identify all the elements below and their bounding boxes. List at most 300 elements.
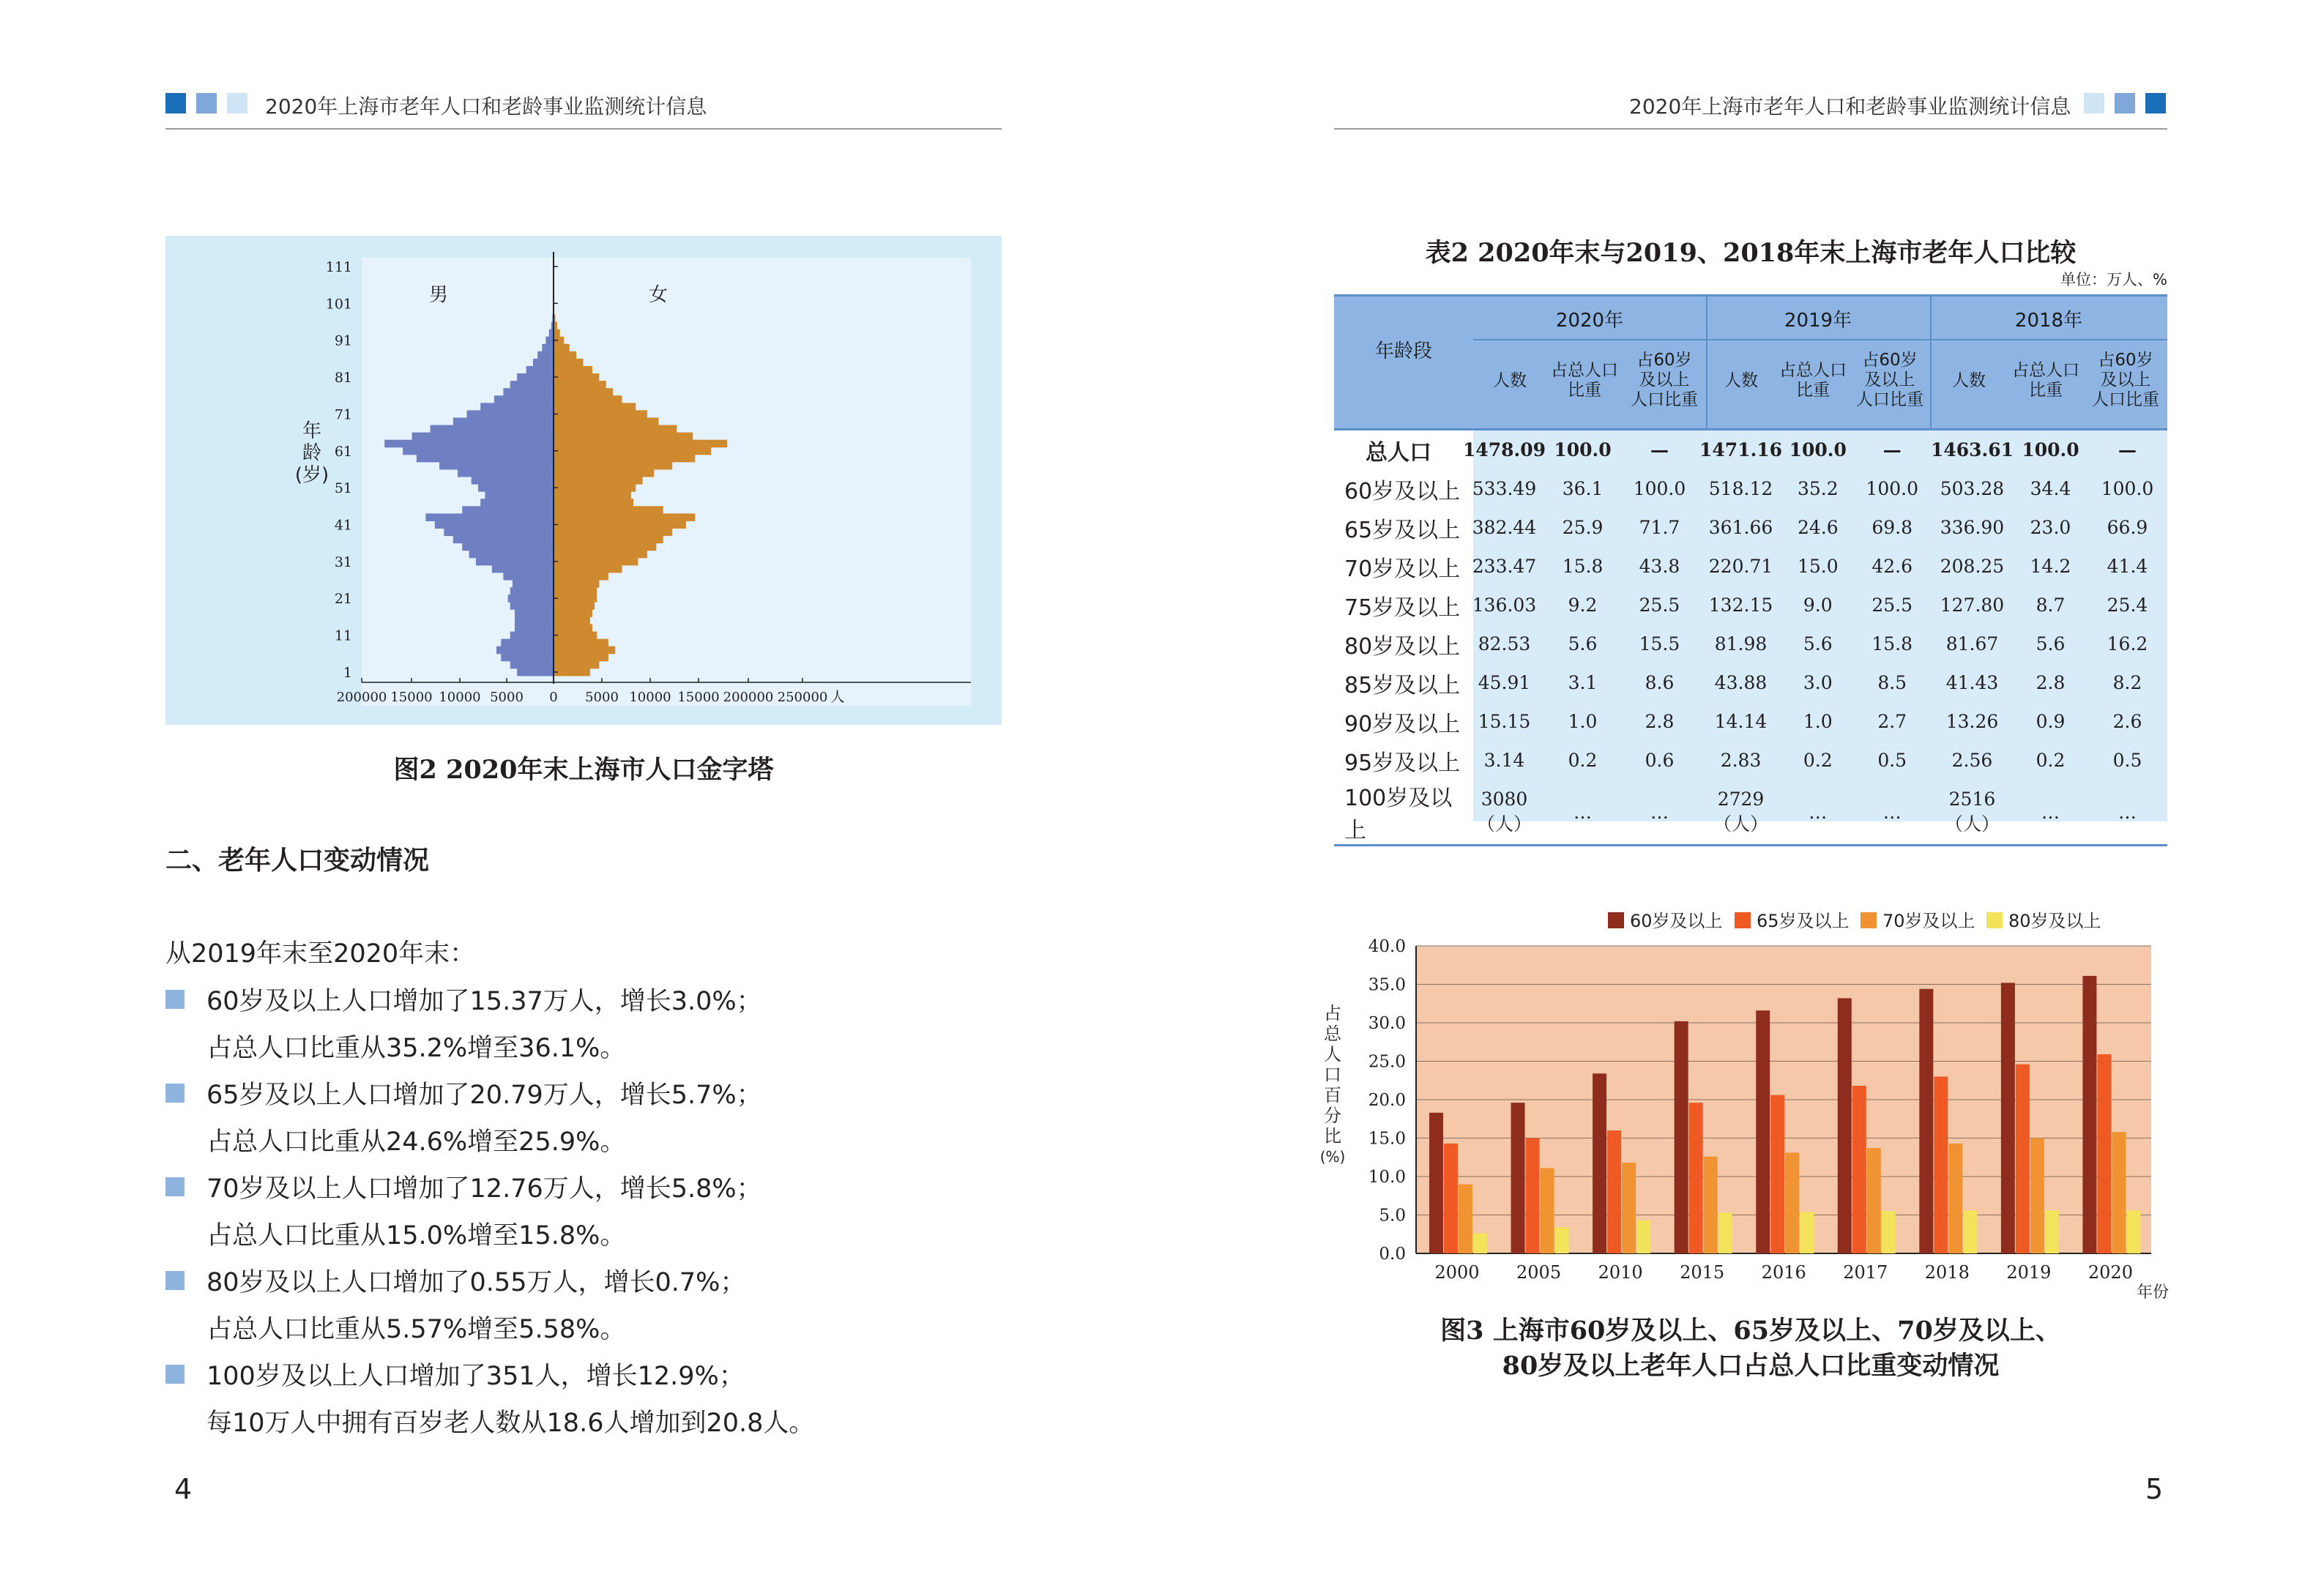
table-body [1334, 430, 2167, 844]
male-bar [515, 616, 554, 625]
table-cell: 2516（人） [1944, 788, 2000, 835]
bar-y-tick-label: 0.0 [1379, 1245, 1406, 1264]
table-cell: 0.2 [1803, 750, 1833, 771]
female-bar [554, 462, 672, 470]
male-bar [462, 543, 554, 551]
sub-header-share-60-3: 人口比重 [2092, 390, 2159, 409]
pyramid-y-tick-label: 41 [334, 517, 352, 534]
sub-header-share-total-1: 占总人口 [2012, 361, 2079, 380]
table-cell: 3080（人） [1477, 788, 1532, 835]
table-cell: … [1809, 801, 1828, 823]
bar [2126, 1210, 2140, 1253]
table-cell: 3.0 [1803, 672, 1833, 693]
table-cell: 0.5 [2112, 750, 2142, 771]
male-bar [510, 661, 554, 669]
bar-chart-caption-1: 图3 上海市60岁及以上、65岁及以上、70岁及以上、 [1440, 1316, 2061, 1346]
item-1-line-2: 占总人口比重从35.2%增至36.1%。 [206, 1034, 626, 1063]
sub-header-share-60-2: 及以上 [1639, 370, 1690, 389]
male-bar [542, 344, 554, 352]
pyramid-x-tick-label: 15000 [390, 690, 433, 705]
bar-y-tick-label: 5.0 [1379, 1206, 1406, 1226]
legend-label: 60岁及以上 [1630, 911, 1723, 931]
item-1-line-1: 60岁及以上人口增加了15.37万人，增长3.0%； [206, 987, 762, 1016]
female-bar [554, 351, 576, 359]
bar-x-tick-label: 2018 [1924, 1262, 1970, 1283]
table-header-band [1334, 294, 2167, 428]
table-cell: 24.6 [1797, 517, 1839, 538]
item-5-line-2: 每10万人中拥有百岁老人数从18.6人增加到20.8人。 [206, 1409, 815, 1438]
female-bar [554, 440, 727, 448]
bar-chart-figure [1318, 895, 2175, 1305]
header-square-light [227, 93, 247, 113]
bar-x-tick-label: 2005 [1516, 1262, 1562, 1283]
bullet-icon [165, 1177, 185, 1196]
male-bar [496, 646, 554, 655]
page-number-right: 5 [2145, 1473, 2164, 1505]
table-row [1334, 625, 2167, 663]
bar [2112, 1132, 2126, 1253]
table-cell: 518.12 [1708, 478, 1773, 499]
bar [1636, 1220, 1650, 1253]
bar [1444, 1144, 1458, 1253]
table-cell: 3.1 [1568, 672, 1598, 693]
table-cell: 5.6 [1803, 633, 1833, 655]
table-cell: 8.7 [2036, 594, 2066, 616]
left-header-rule [165, 128, 1002, 130]
pyramid-x-tick-label: 250000 [777, 690, 828, 705]
table-cell: 81.67 [1945, 633, 1999, 655]
bar [1852, 1086, 1866, 1253]
bar [1511, 1103, 1525, 1253]
female-bar [554, 543, 656, 551]
right-header-rule [1334, 128, 2167, 130]
bar [1704, 1157, 1718, 1253]
table-cell: 2.6 [2112, 711, 2142, 732]
bar [1838, 998, 1852, 1253]
male-bar [515, 624, 554, 632]
legend-label: 80岁及以上 [2008, 911, 2101, 931]
row-label: 总人口 [1365, 439, 1431, 466]
bar-chart [1318, 895, 2175, 1305]
sub-header-count: 人数 [1952, 371, 1986, 390]
male-bar [480, 499, 554, 507]
table-cell: 41.43 [1945, 672, 1999, 693]
table-cell: 503.28 [1940, 478, 2005, 499]
bar-ylabel-8: (%) [1319, 1148, 1346, 1166]
table-cell: 9.2 [1568, 594, 1598, 616]
bar [2001, 983, 2015, 1253]
item-3-line-1: 70岁及以上人口增加了12.76万人，增长5.8%； [206, 1174, 762, 1204]
header-square-dark [165, 93, 186, 113]
table-cell: … [1650, 801, 1669, 823]
table-cell: 2.8 [1645, 711, 1675, 732]
legend-label: 70岁及以上 [1882, 911, 1975, 931]
pyramid-y-tick-label: 51 [334, 480, 352, 497]
bar-ylabel-7: 比 [1324, 1126, 1341, 1147]
table-row [1334, 663, 2167, 702]
header-square-light [2084, 93, 2104, 113]
pyramid-y-tick-label: 101 [325, 296, 352, 313]
sub-header-share-total-2: 比重 [2029, 381, 2063, 400]
bullet-icon [165, 990, 185, 1009]
table-title: 表2 2020年末与2019、2018年末上海市老年人口比较 [1425, 238, 2077, 268]
bar-y-tick-label: 35.0 [1368, 975, 1406, 995]
bar-x-tick-label: 2017 [1843, 1262, 1888, 1283]
pyramid-y-tick-label: 71 [334, 406, 352, 423]
male-bar [492, 565, 554, 573]
sub-header-share-total-2: 比重 [1568, 381, 1601, 400]
bar [1607, 1130, 1621, 1253]
bar [1459, 1185, 1472, 1254]
table-cell: 15.0 [1797, 556, 1839, 577]
sub-header-share-60-1: 占60岁 [2098, 351, 2153, 370]
bar-ylabel-2: 总 [1324, 1024, 1341, 1044]
bar-x-tick-label: 2010 [1598, 1262, 1643, 1283]
male-bar [508, 594, 554, 603]
pyramid-x-tick-label: 10000 [439, 690, 481, 705]
table-cell: 15.8 [1562, 556, 1604, 577]
pyramid-x-tick-label: 200000 [336, 690, 387, 705]
pyramid-ylabel-2: 龄 [302, 442, 321, 464]
table-cell: 2.83 [1720, 750, 1762, 771]
female-bar [554, 373, 599, 381]
table-cell: 25.9 [1562, 517, 1604, 538]
bullet-icon [165, 1084, 185, 1103]
sub-header-share-total-2: 比重 [1796, 381, 1830, 400]
table-cell: 23.0 [2030, 517, 2071, 538]
table-row [1334, 780, 2167, 844]
table-cell: 81.98 [1714, 633, 1768, 655]
table-cell: 100.0 [2101, 478, 2154, 499]
table-row [1334, 586, 2167, 625]
male-bar [453, 417, 554, 425]
legend-label: 65岁及以上 [1757, 911, 1850, 931]
female-bar [554, 668, 590, 676]
female-bar [554, 521, 686, 529]
bar [2097, 1054, 2111, 1253]
female-bar [554, 484, 636, 492]
table-cell: 0.5 [1877, 750, 1907, 771]
bar [1622, 1163, 1636, 1253]
table-cell: 14.2 [2030, 556, 2071, 577]
female-bar [554, 344, 570, 352]
pyramid-x-tick-label: 5000 [585, 690, 619, 705]
bar [2030, 1138, 2044, 1254]
row-label: 70岁及以上 [1344, 556, 1461, 582]
pyramid-unit-label: 人 [830, 689, 845, 705]
header-divider [1706, 297, 1707, 428]
left-header-title: 2020年上海市老年人口和老龄事业监测统计信息 [265, 94, 707, 119]
row-label: 85岁及以上 [1344, 672, 1461, 698]
female-bar [554, 477, 643, 485]
female-bar [554, 513, 695, 521]
table-cell: 35.2 [1797, 478, 1839, 499]
bar-x-tick-label: 2015 [1680, 1262, 1725, 1283]
table-cell: 25.5 [1639, 594, 1680, 616]
table-cell: 8.2 [2112, 672, 2142, 693]
row-label: 65岁及以上 [1344, 517, 1461, 543]
male-bar [403, 447, 554, 455]
female-bar [554, 469, 654, 477]
legend-swatch [1735, 912, 1751, 928]
pyramid-x-tick-label: 200000 [723, 690, 774, 705]
female-bar [554, 587, 597, 595]
bar-y-tick-label: 15.0 [1368, 1129, 1406, 1149]
table-cell: 1478.09 [1462, 439, 1546, 461]
row-label: 90岁及以上 [1344, 711, 1461, 737]
pyramid-female-label: 女 [649, 284, 668, 306]
bar [1800, 1212, 1814, 1253]
table-cell: 8.5 [1877, 672, 1907, 693]
table-row [1334, 508, 2167, 547]
comparison-table [1334, 294, 2167, 846]
female-bar [554, 594, 597, 603]
female-bar [554, 661, 599, 669]
sub-header-share-60 [1623, 351, 1706, 410]
pyramid-male-label: 男 [429, 284, 449, 306]
male-bar [478, 484, 554, 492]
female-bar [554, 646, 615, 655]
female-bar [554, 329, 560, 338]
table-cell: 2.7 [1877, 711, 1907, 732]
pyramid-y-tick-label: 11 [334, 627, 352, 644]
male-bar [510, 381, 554, 389]
table-bottom-rule [1334, 844, 2167, 846]
table-cell: 1.0 [1568, 711, 1598, 732]
male-bar [515, 609, 554, 617]
female-bar [554, 616, 590, 625]
item-5-line-1: 100岁及以上人口增加了351人，增长12.9%； [206, 1362, 745, 1391]
sub-header-share-60-2: 及以上 [2100, 370, 2151, 389]
section-intro: 从2019年末至2020年末： [165, 939, 476, 969]
sub-header-share-60-3: 人口比重 [1856, 390, 1923, 409]
table-cell: 9.0 [1803, 594, 1833, 616]
male-bar [472, 477, 554, 485]
table-cell: 100.0 [1633, 478, 1686, 499]
header-square-mid [2115, 93, 2135, 113]
bar-y-tick-label: 40.0 [1368, 937, 1406, 956]
male-bar [494, 395, 554, 403]
legend-swatch [1986, 912, 2003, 928]
bar [1963, 1210, 1977, 1253]
table-cell: 100.0 [1554, 439, 1612, 461]
sub-header-count: 人数 [1724, 371, 1758, 390]
pyramid-x-tick-label: 0 [549, 690, 558, 705]
bar [1867, 1148, 1881, 1253]
bar-x-tick-label: 2019 [2006, 1262, 2052, 1283]
male-bar [466, 410, 554, 418]
section-heading: 二、老年人口变动情况 [165, 846, 430, 876]
bar [1756, 1010, 1770, 1253]
female-bar [554, 447, 711, 455]
table-cell: 0.2 [2036, 750, 2066, 771]
male-bar [412, 433, 554, 441]
comparison-table-body [1334, 430, 2167, 844]
pyramid-y-tick-label: 31 [334, 553, 352, 570]
male-bar [510, 632, 554, 640]
table-cell: 100.0 [1866, 478, 1918, 499]
male-bar [485, 491, 554, 499]
male-bar [384, 440, 554, 448]
female-bar [554, 381, 606, 389]
pyramid-figure [165, 236, 1002, 725]
table-cell: … [2118, 801, 2137, 823]
male-bar [417, 455, 554, 463]
bar-y-tick-label: 30.0 [1368, 1014, 1406, 1033]
sub-header-share-60-1: 占60岁 [1636, 351, 1692, 370]
table-cell: 15.5 [1639, 633, 1680, 655]
table-cell: … [2041, 801, 2060, 823]
bar-chart-xlabel: 年份 [2137, 1283, 2170, 1302]
table-cell: 208.25 [1940, 556, 2005, 577]
row-label: 80岁及以上 [1344, 633, 1461, 660]
sub-header-share-60 [2084, 351, 2167, 410]
female-bar [554, 433, 693, 441]
female-bar [554, 359, 584, 367]
bar [1541, 1168, 1554, 1253]
bullet-icon [165, 1365, 185, 1384]
bar-chart-caption-2: 80岁及以上老年人口占总人口比重变动情况 [1502, 1351, 2000, 1381]
table-cell: … [1882, 801, 1902, 823]
table-cell: 45.91 [1478, 672, 1531, 693]
female-bar [554, 609, 592, 617]
sub-header-count: 人数 [1493, 371, 1527, 390]
bar [1919, 989, 1933, 1253]
header-divider [1930, 297, 1932, 428]
legend-swatch [1608, 912, 1624, 928]
female-bar [554, 366, 592, 374]
pyramid-y-tick-label: 21 [334, 591, 352, 608]
table-cell: 1463.61 [1930, 439, 2014, 461]
sub-header-share-total-1: 占总人口 [1551, 361, 1618, 380]
female-bar [554, 602, 595, 610]
bar-x-tick-label: 2020 [2087, 1262, 2133, 1283]
bar [2016, 1065, 2030, 1253]
table-cell: 66.9 [2107, 517, 2148, 538]
male-bar [435, 521, 554, 529]
legend-swatch [1861, 912, 1877, 928]
year-header-2020: 2020年 [1555, 310, 1624, 332]
table-cell: 36.1 [1562, 478, 1604, 499]
male-bar [526, 366, 554, 374]
table-cell: 16.2 [2107, 633, 2148, 655]
sub-header-share-60-3: 人口比重 [1631, 390, 1698, 409]
table-cell: 382.44 [1472, 517, 1537, 538]
bar [1473, 1234, 1487, 1253]
bar [1429, 1113, 1443, 1253]
table-cell: 25.5 [1872, 594, 1913, 616]
bar [1718, 1212, 1732, 1253]
male-bar [458, 469, 554, 477]
table-cell: — [1650, 439, 1669, 461]
table-row [1334, 702, 2167, 741]
table-cell: 82.53 [1478, 633, 1531, 655]
sub-header-share-60 [1850, 351, 1930, 410]
female-bar [554, 506, 663, 514]
table-cell: 233.47 [1472, 556, 1537, 577]
bar [1785, 1152, 1799, 1253]
table-cell: 361.66 [1708, 517, 1773, 538]
table-unit: 单位：万人、% [2060, 271, 2167, 288]
bar-y-tick-label: 25.0 [1368, 1052, 1406, 1072]
female-bar [554, 624, 592, 632]
pyramid-y-tick-label: 1 [343, 664, 352, 681]
sub-header-share-total [1546, 361, 1623, 400]
row-label: 100岁及以上 [1344, 786, 1453, 843]
bar [1882, 1211, 1896, 1253]
female-bar [554, 639, 608, 647]
year-header-2018: 2018年 [2014, 310, 2083, 332]
bar [1770, 1095, 1784, 1253]
sub-header-share-total [2008, 361, 2084, 400]
year-header-2019: 2019年 [1784, 310, 1852, 332]
female-bar [554, 536, 663, 544]
pyramid-ylabel-1: 年 [302, 420, 321, 442]
male-bar [510, 602, 554, 610]
male-bar [439, 462, 554, 470]
row-label: 95岁及以上 [1344, 750, 1461, 776]
bar [1526, 1138, 1540, 1254]
table-cell: 533.49 [1472, 478, 1537, 499]
table-cell: 2.56 [1951, 750, 1993, 771]
table-cell: — [2118, 439, 2137, 461]
bar-ylabel-6: 分 [1324, 1106, 1341, 1126]
table-cell: 15.8 [1872, 633, 1913, 655]
header-square-mid [196, 93, 217, 113]
male-bar [501, 654, 554, 662]
bar [1948, 1144, 1962, 1253]
bar-x-tick-label: 2016 [1761, 1262, 1806, 1283]
table-cell: 13.26 [1945, 711, 1999, 732]
table-cell: 71.7 [1639, 517, 1680, 538]
table-cell: 1.0 [1803, 711, 1833, 732]
table-cell: 336.90 [1940, 517, 2005, 538]
bar [1689, 1103, 1703, 1253]
pyramid-y-tick-label: 61 [334, 443, 352, 460]
bar [1934, 1077, 1948, 1254]
table-row [1334, 430, 2167, 469]
table-cell: 127.80 [1940, 594, 2005, 616]
pyramid-caption: 图2 2020年末上海市人口金字塔 [393, 755, 774, 785]
male-bar [476, 558, 554, 566]
item-3-line-2: 占总人口比重从15.0%增至15.8%。 [206, 1221, 626, 1250]
table-cell: 1471.16 [1699, 439, 1783, 461]
table-cell: 25.4 [2107, 594, 2148, 616]
table-cell: 2729（人） [1713, 788, 1769, 835]
female-bar [554, 551, 647, 559]
male-bar [517, 373, 554, 381]
female-bar [554, 388, 613, 396]
bar [1555, 1227, 1569, 1253]
sub-header-share-total [1776, 361, 1850, 400]
row-label: 60岁及以上 [1344, 478, 1461, 504]
table-cell: 136.03 [1472, 594, 1537, 616]
pyramid-ylabel [283, 420, 341, 486]
table-cell: 8.6 [1645, 672, 1675, 693]
bar-ylabel-3: 人 [1324, 1044, 1341, 1065]
male-bar [431, 425, 554, 433]
female-bar [554, 573, 608, 581]
pyramid-ylabel-3: (岁) [294, 464, 329, 486]
pyramid-x-tick-label: 5000 [490, 690, 524, 705]
table-cell: 100.0 [1789, 439, 1847, 461]
table-cell: 69.8 [1872, 517, 1913, 538]
table-cell: 34.4 [2030, 478, 2071, 499]
bar [2082, 976, 2096, 1253]
bullet-icon [165, 1271, 185, 1290]
female-bar [554, 425, 677, 433]
table-cell: 14.14 [1714, 711, 1768, 732]
